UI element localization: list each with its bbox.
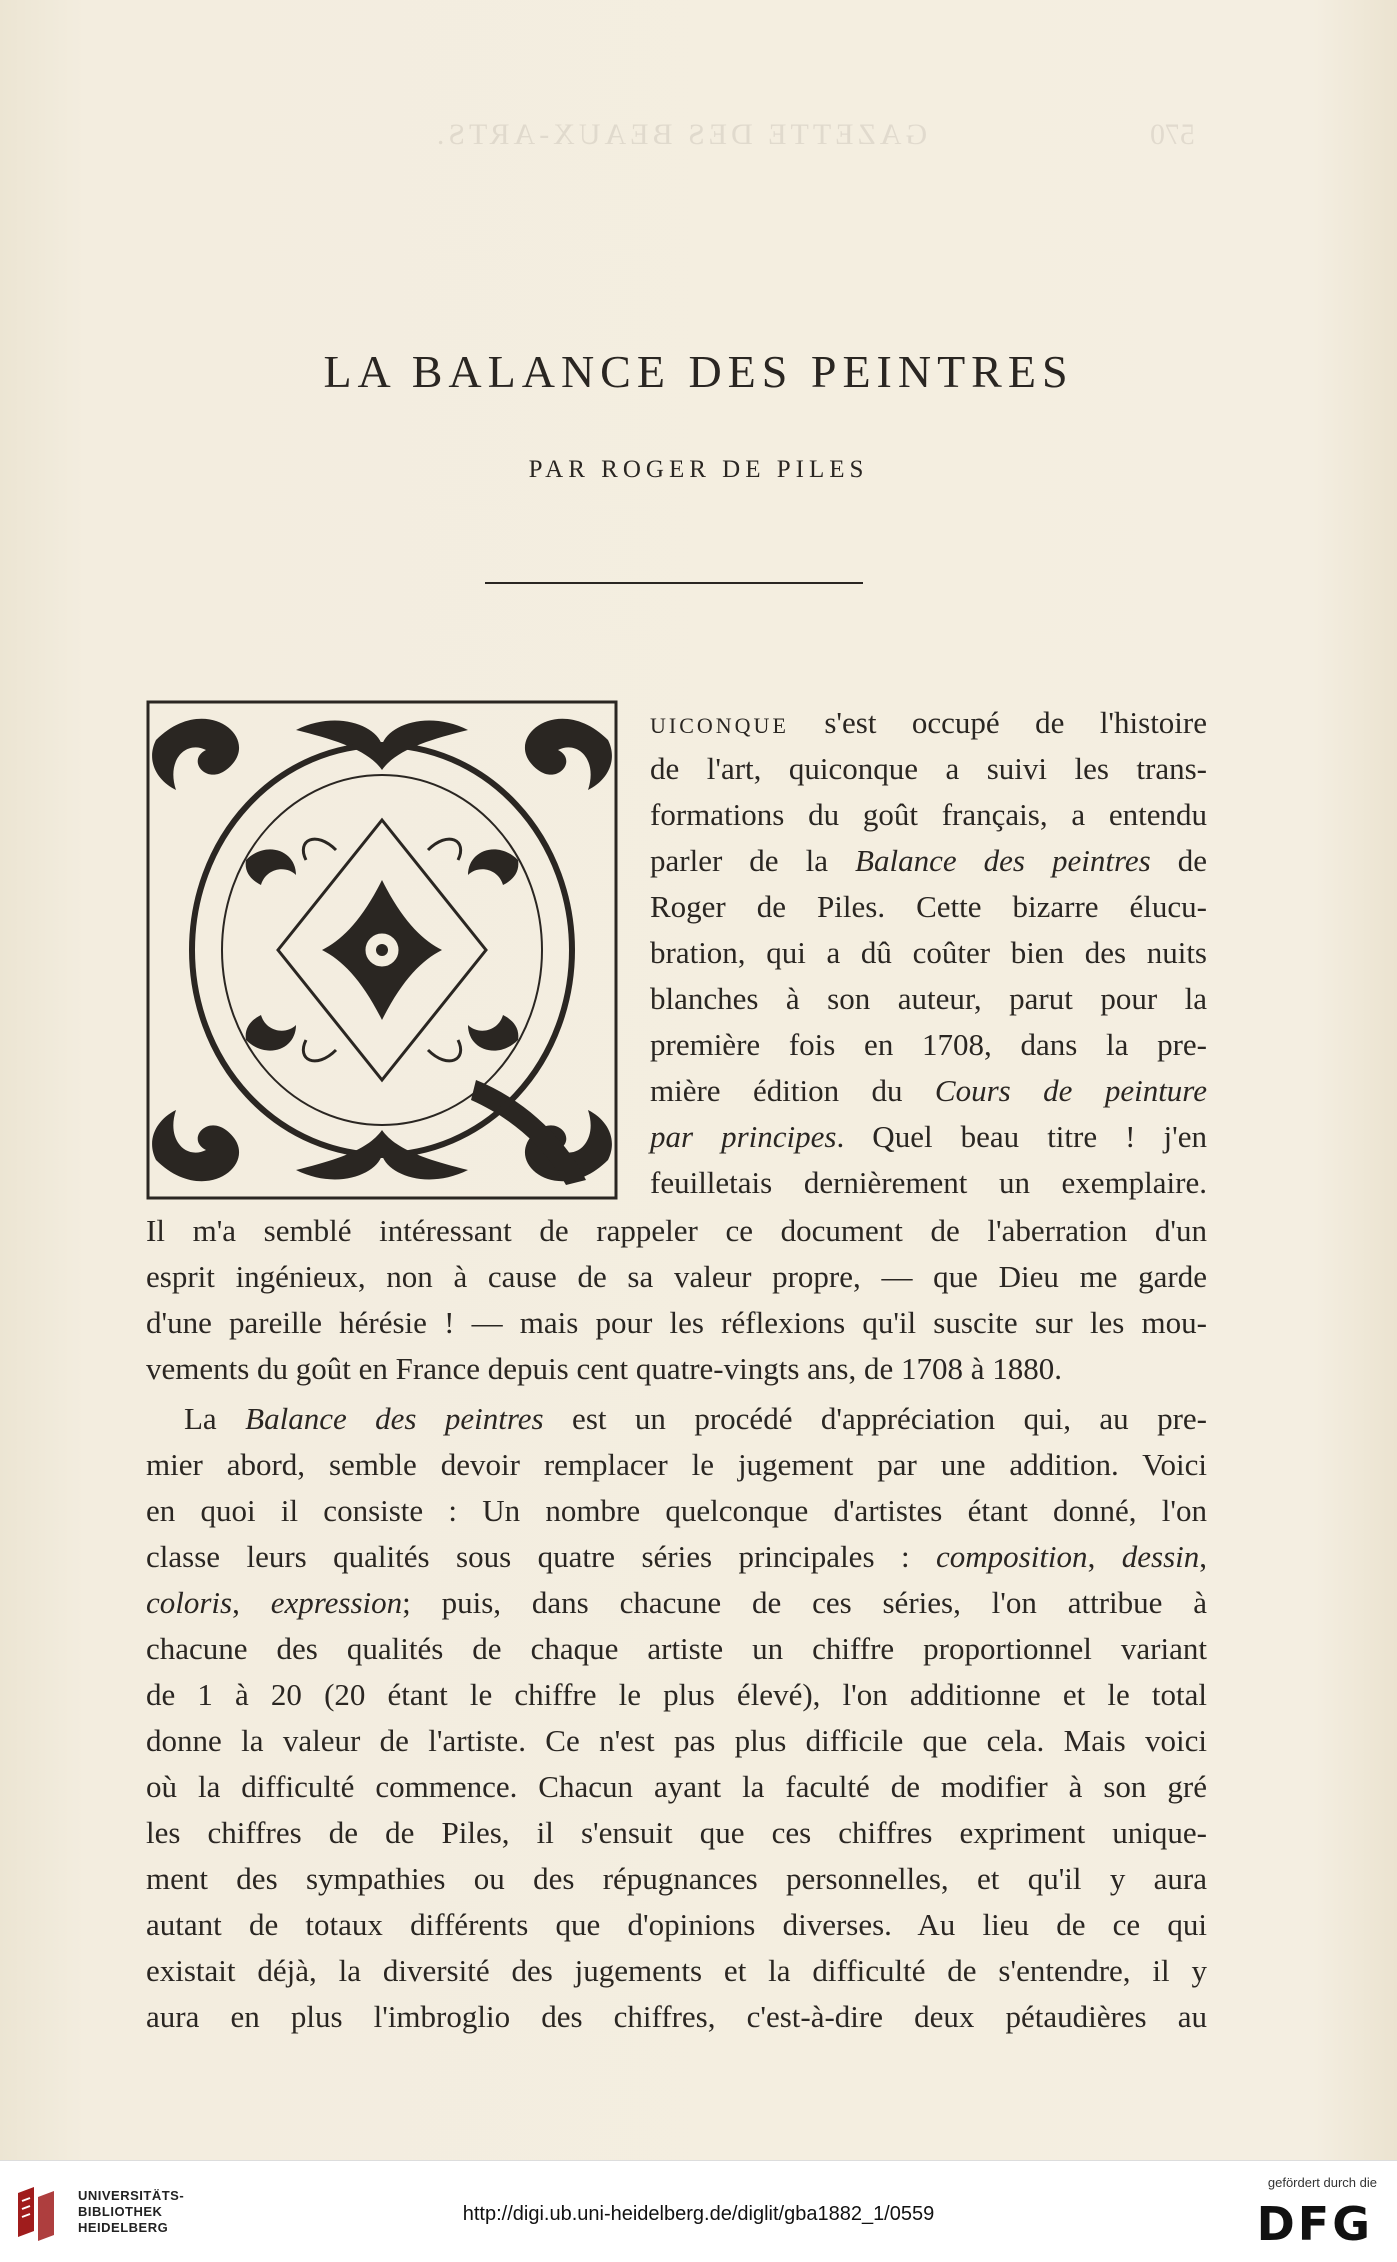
- italic-term: coloris: [146, 1585, 233, 1620]
- text-line: les chiffres de de Piles, il s'ensuit que ces chiffres expriment unique-: [146, 1815, 1207, 1850]
- text-line: de 1 à 20 (20 étant le chiffre le plus élevé), l'on additionne et le total: [146, 1677, 1207, 1712]
- ornamental-q-initial-icon: [146, 700, 618, 1200]
- permalink-url[interactable]: http://digi.ub.uni-heidelberg.de/diglit/gba1882_1/0559: [462, 2203, 935, 2225]
- text-line: aura en plus l'imbroglio des chiffres, c'est-à-dire deux pétaudières au: [146, 1999, 1207, 2034]
- dfg-logo: DFG: [1256, 2197, 1373, 2251]
- bleed-through-page-number: 570: [1150, 118, 1195, 151]
- text-line: où la difficulté commence. Chacun ayant la faculté de modifier à son gré: [146, 1769, 1207, 1804]
- text-line: en quoi il consiste : Un nombre quelconque d'artistes étant donné, l'on: [146, 1493, 1207, 1528]
- title-rule: [485, 582, 863, 584]
- text-line: formations du goût français, a entendu: [650, 797, 1207, 832]
- italic-term: dessin: [1121, 1539, 1200, 1574]
- sponsor-note: gefördert durch die: [1267, 2175, 1377, 2190]
- bleed-through-header: GAZETTE DES BEAUX-ARTS.: [432, 118, 928, 151]
- article-byline: PAR ROGER DE PILES: [528, 456, 869, 483]
- text-line: blanches à son auteur, parut pour la: [650, 981, 1207, 1016]
- italic-title: par principes: [650, 1119, 837, 1154]
- text-line: existait déjà, la diversité des jugements et la difficulté de s'entendre, il y: [146, 1953, 1207, 1988]
- text-line: autant de totaux différents que d'opinions diverses. Au lieu de ce qui: [146, 1907, 1207, 1942]
- italic-title: Balance des peintres: [245, 1401, 544, 1436]
- italic-term: composition: [936, 1539, 1088, 1574]
- text-line: Roger de Piles. Cette bizarre élucu-: [650, 889, 1207, 924]
- text-line: ment des sympathies ou des répugnances personnelles, et qu'il y aura: [146, 1861, 1207, 1896]
- text-line: mière édition du Cours de peinture: [650, 1073, 1207, 1108]
- text-line: d'une pareille hérésie ! — mais pour les réflexions qu'il suscite sur les mou-: [146, 1305, 1207, 1340]
- digitization-footer: [0, 2160, 1397, 2262]
- text-line: UICONQUE s'est occupé de l'histoire: [650, 705, 1207, 740]
- italic-title: Cours de peinture: [934, 1073, 1207, 1108]
- text-line: donne la valeur de l'artiste. Ce n'est pas plus difficile que cela. Mais voici: [146, 1723, 1207, 1758]
- text-line: Il m'a semblé intéressant de rappeler ce document de l'aberration d'un: [146, 1213, 1207, 1248]
- text-line: mier abord, semble devoir remplacer le jugement par une addition. Voici: [146, 1447, 1207, 1482]
- text-line: esprit ingénieux, non à cause de sa valeur propre, — que Dieu me garde: [146, 1259, 1207, 1294]
- text-line: bration, qui a dû coûter bien des nuits: [650, 935, 1207, 970]
- text-line: première fois en 1708, dans la pre-: [650, 1027, 1207, 1062]
- text-line: La Balance des peintres est un procédé d'appréciation qui, au pre-: [184, 1401, 1207, 1436]
- text-line: feuilletais dernièrement un exemplaire.: [650, 1165, 1207, 1200]
- institution-name: UNIVERSITÄTS- BIBLIOTHEK HEIDELBERG: [78, 2188, 185, 2235]
- text-line: parler de la Balance des peintres de: [650, 843, 1207, 878]
- dropcap-continuation: UICONQUE: [650, 713, 789, 738]
- italic-term: expression: [270, 1585, 403, 1620]
- text-line: coloris, expression; puis, dans chacune de ces séries, l'on attribue à: [146, 1585, 1208, 1620]
- text-line: classe leurs qualités sous quatre séries principales : composition, dessin,: [146, 1539, 1208, 1574]
- article-title: LA BALANCE DES PEINTRES: [323, 346, 1074, 397]
- text-line: de l'art, quiconque a suivi les trans-: [650, 751, 1207, 786]
- text-line: chacune des qualités de chaque artiste un chiffre proportionnel variant: [146, 1631, 1207, 1666]
- text-line: vements du goût en France depuis cent quatre-vingts ans, de 1708 à 1880.: [146, 1351, 1062, 1386]
- text-line: par principes. Quel beau titre ! j'en: [650, 1119, 1208, 1154]
- italic-title: Balance des peintres: [855, 843, 1151, 878]
